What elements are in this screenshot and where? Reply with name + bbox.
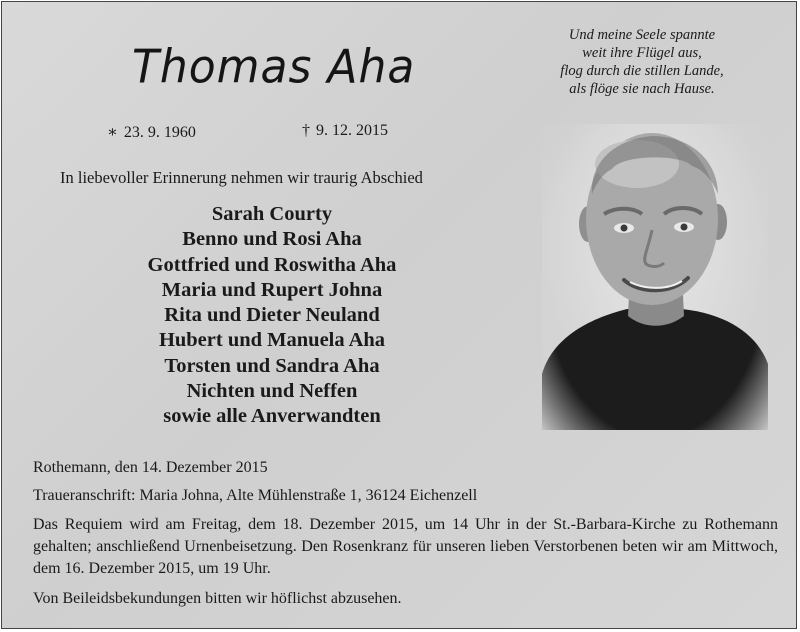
poem: [522, 26, 762, 98]
death-date: [302, 122, 388, 140]
mourner-name: Rita und Dieter Neuland: [164, 304, 380, 327]
portrait-photo: [542, 124, 768, 430]
birth-date: [107, 122, 196, 142]
poem-line: flog durch die stillen Lande,: [560, 63, 724, 79]
poem-line: als flöge sie nach Hause.: [569, 81, 715, 97]
mourner-name: Benno und Rosi Aha: [182, 228, 362, 251]
deceased-name: Thomas Aha: [132, 40, 416, 95]
requiem-notice: Das Requiem wird am Freitag, dem 18. Dezember 2015, um 14 Uhr in der St.-Barbara-Kirche zu Rothemann gehalten; anschließend Urnenbeisetzung. Den Rosenkranz für unseren lieben Verstorbenen beten wir am Mittwoch, dem 16. Dezember 2015, um 19 Uhr.: [33, 516, 778, 577]
birth-star-icon: ∗: [107, 124, 118, 141]
mourning-address: Traueranschrift: Maria Johna, Alte Mühlenstraße 1, 36124 Eichenzell: [33, 487, 478, 504]
mourner-name: Hubert und Manuela Aha: [158, 329, 386, 352]
death-cross-icon: †: [302, 122, 310, 139]
birth-date-text: 23. 9. 1960: [123, 124, 196, 141]
portrait-icon: [542, 124, 768, 430]
poem-line: weit ihre Flügel aus,: [582, 45, 702, 61]
poem-line: Und meine Seele spannte: [568, 27, 716, 43]
obituary-card: [1, 1, 797, 629]
condolences-note: Von Beileidsbekundungen bitten wir höflichst abzusehen.: [33, 590, 402, 607]
mourner-name: Nichten und Neffen: [186, 380, 358, 403]
place-and-date: Rothemann, den 14. Dezember 2015: [33, 459, 268, 476]
mourner-name: Gottfried und Roswitha Aha: [147, 253, 397, 276]
mourners-list: [72, 202, 472, 430]
farewell-intro: In liebevoller Erinnerung nehmen wir traurig Abschied: [60, 168, 423, 187]
mourner-name: Maria und Rupert Johna: [161, 278, 383, 301]
mourner-name: sowie alle Anverwandten: [163, 405, 381, 428]
mourner-name: Torsten und Sandra Aha: [164, 354, 380, 377]
mourner-name: Sarah Courty: [211, 203, 333, 225]
death-date-text: 9. 12. 2015: [316, 122, 388, 139]
